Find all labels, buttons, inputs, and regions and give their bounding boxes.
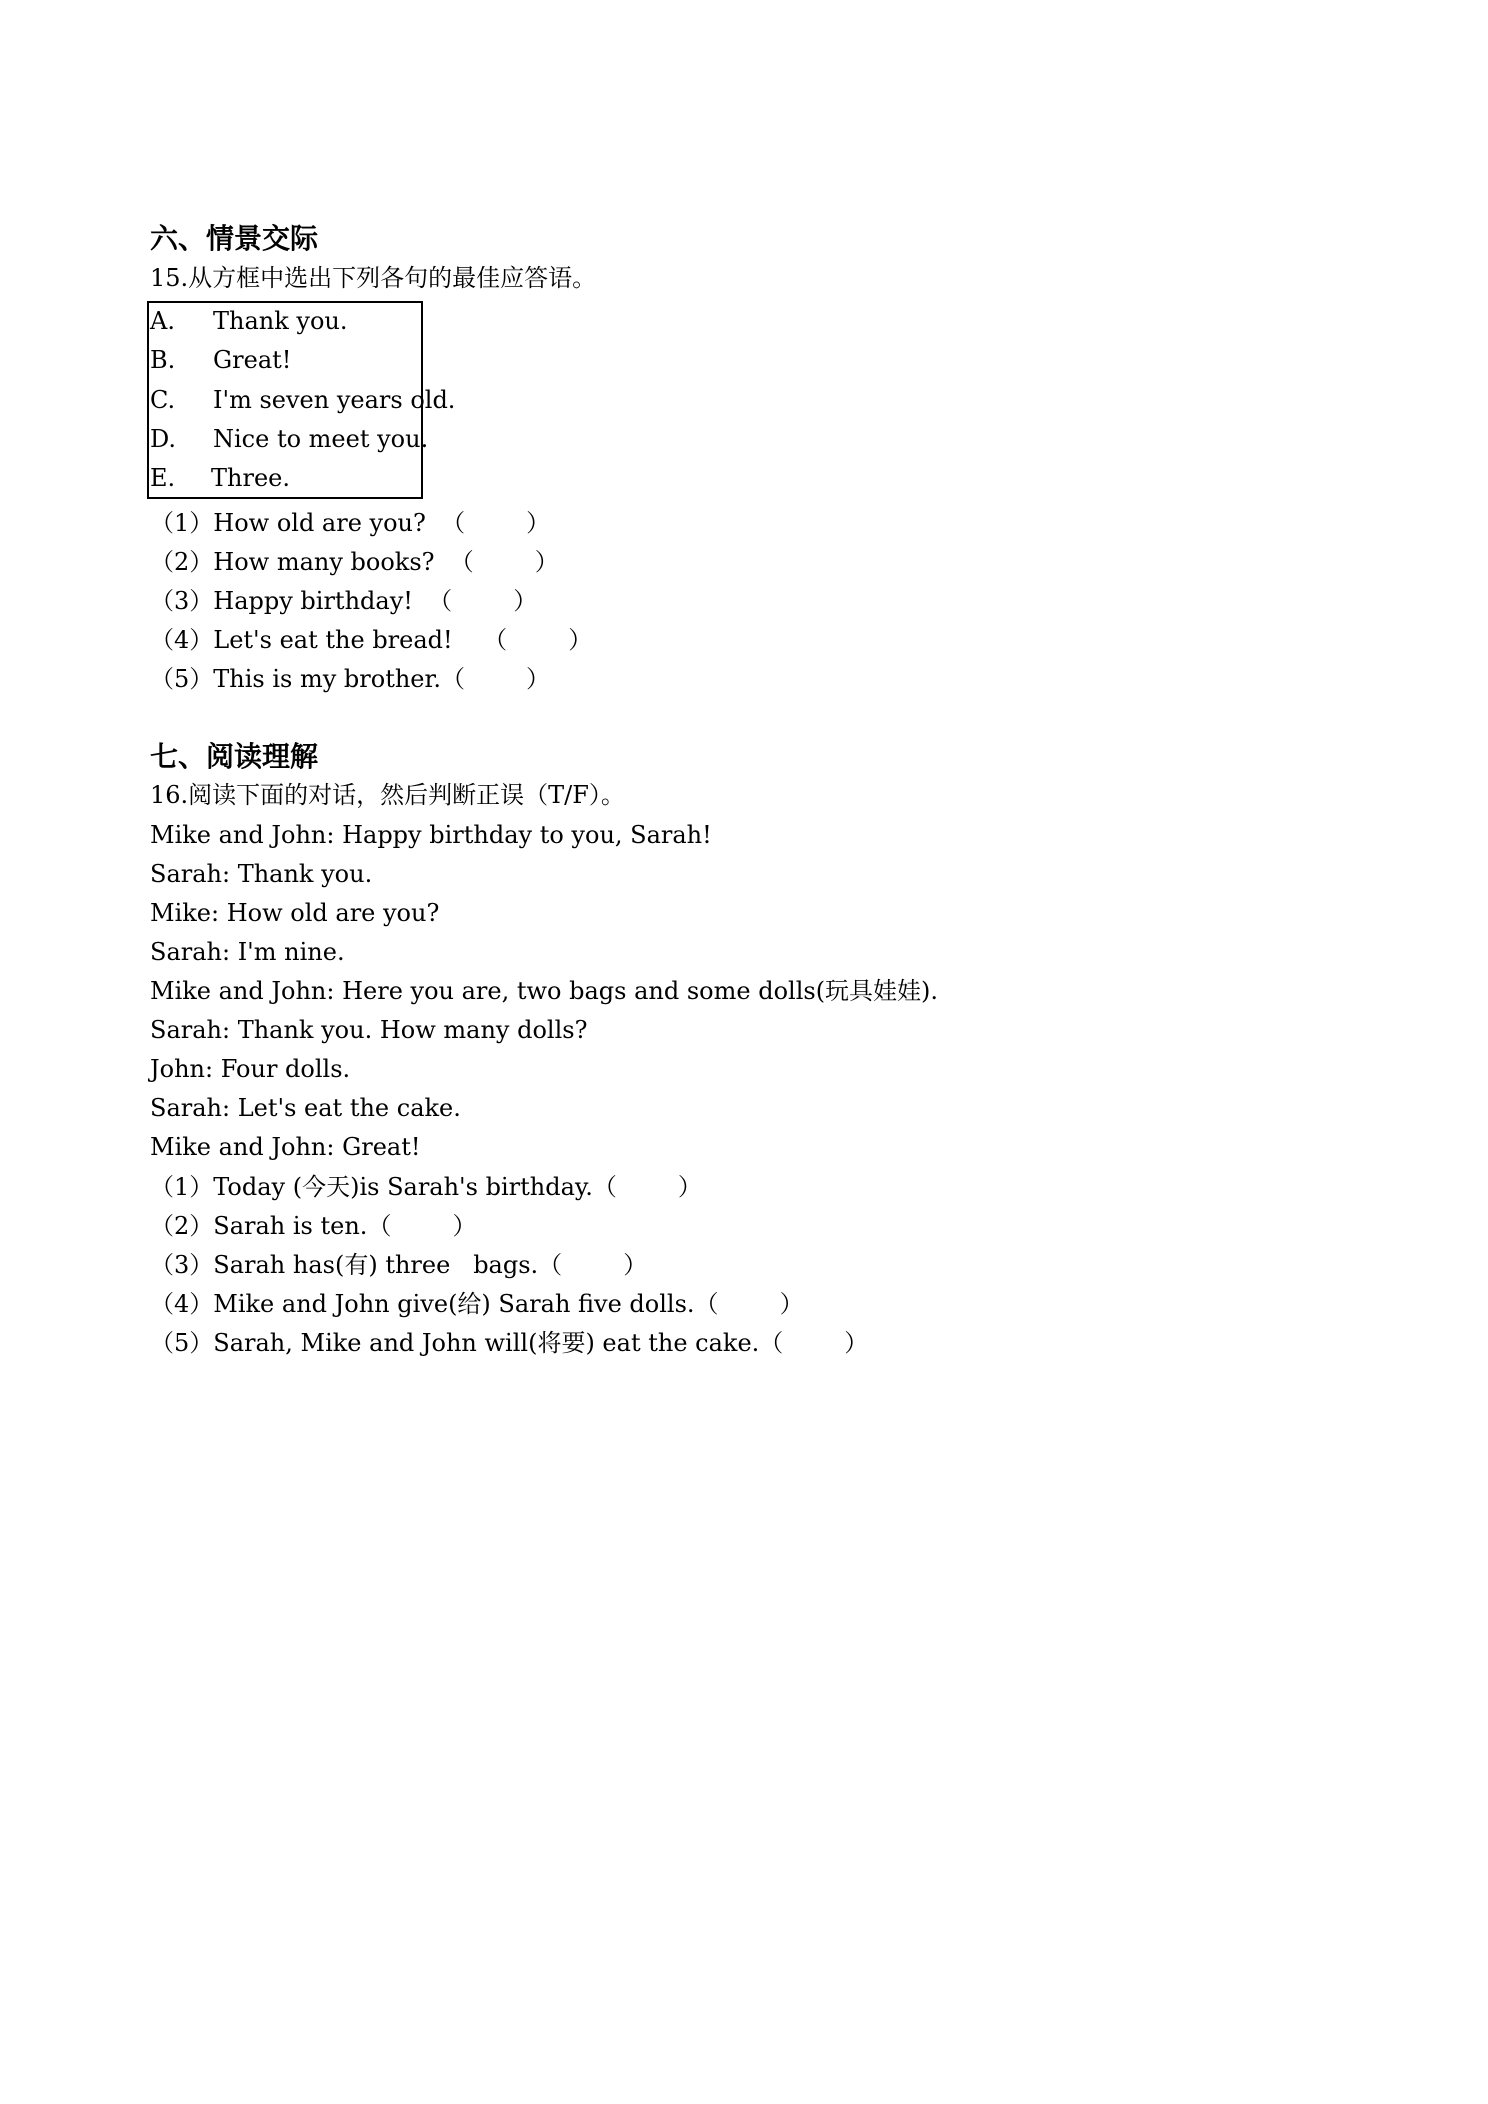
statement-5: （5）Sarah, Mike and John will(将要) eat the cake.（ ）: [150, 1329, 869, 1357]
dialogue-line-6: Sarah: Thank you. How many dolls?: [150, 1016, 588, 1044]
question-1: （1）How old are you? （ ）: [150, 509, 551, 537]
option-letter-c: C.: [150, 386, 176, 414]
section7-title: 七、阅读理解: [150, 740, 319, 773]
dialogue-line-2: Sarah: Thank you.: [150, 860, 373, 888]
question-5: （5）This is my brother.（ ）: [150, 665, 551, 693]
option-text-d: Nice to meet you.: [213, 425, 429, 453]
dialogue-line-1: Mike and John: Happy birthday to you, Sarah!: [150, 821, 712, 849]
option-letter-d: D.: [150, 425, 177, 453]
dialogue-line-9: Mike and John: Great!: [150, 1133, 421, 1161]
option-letter-b: B.: [150, 346, 176, 374]
option-letter-a: A.: [150, 307, 175, 335]
dialogue-line-5: Mike and John: Here you are, two bags and some dolls(玩具娃娃).: [150, 977, 939, 1005]
dialogue-line-4: Sarah: I'm nine.: [150, 938, 345, 966]
option-letter-e: E.: [150, 464, 176, 492]
statement-4: （4）Mike and John give(给) Sarah five dolls.（ ）: [150, 1290, 804, 1318]
statement-3: （3）Sarah has(有) three bags.（ ）: [150, 1251, 648, 1279]
dialogue-line-8: Sarah: Let's eat the cake.: [150, 1094, 461, 1122]
dialogue-line-7: John: Four dolls.: [150, 1055, 351, 1083]
question-2: （2）How many books? （ ）: [150, 548, 559, 576]
option-text-c: I'm seven years old.: [213, 386, 456, 414]
section6-instruction: 15.从方框中选出下列各句的最佳应答语。: [150, 264, 597, 292]
statement-1: （1）Today (今天)is Sarah's birthday.（ ）: [150, 1173, 702, 1201]
dialogue-line-3: Mike: How old are you?: [150, 899, 440, 927]
question-3: （3）Happy birthday! （ ）: [150, 587, 538, 615]
option-text-b: Great!: [213, 346, 292, 374]
section7-instruction: 16.阅读下面的对话，然后判断正误（T/F）。: [150, 781, 625, 809]
statement-2: （2）Sarah is ten.（ ）: [150, 1212, 477, 1240]
section6-title: 六、情景交际: [150, 222, 319, 255]
question-4: （4）Let's eat the bread! （ ）: [150, 626, 593, 654]
option-text-a: Thank you.: [213, 307, 348, 335]
option-text-e: Three.: [211, 464, 290, 492]
